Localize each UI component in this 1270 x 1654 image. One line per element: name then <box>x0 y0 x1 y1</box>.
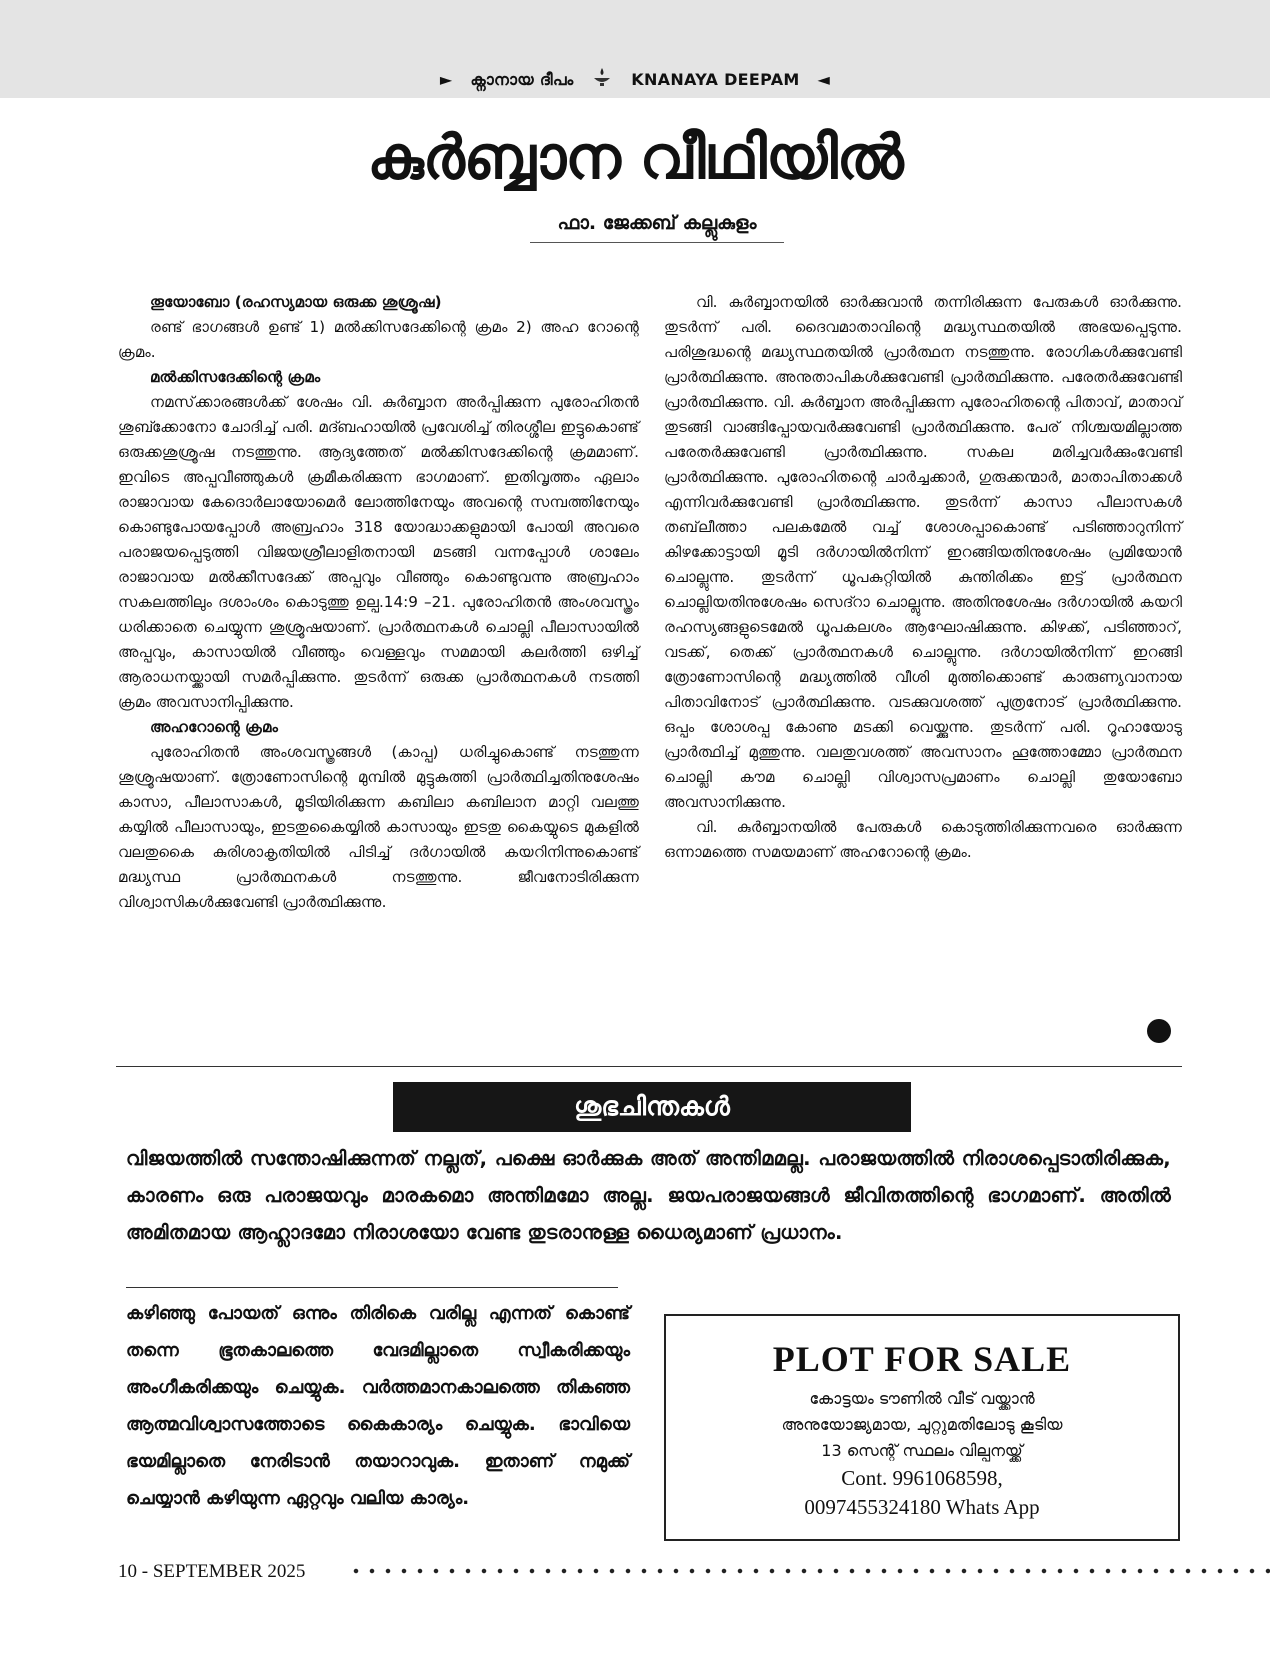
ad-contact: Cont. 9961068598, <box>841 1466 1003 1490</box>
divider <box>126 1287 618 1288</box>
good-thought-quote-2: കഴിഞ്ഞു പോയത് ഒന്നും തിരികെ വരില്ല എന്നത് കൊണ്ട് തന്നെ ഭൂതകാലത്തെ വേദമില്ലാതെ സ്വീകരിക്കയും അംഗീകരിക്കയും ചെയ്യുക. വർത്തമാനകാലത്തെ തികഞ്ഞ ആത്മവിശ്വാസത്തോടെ കൈകാര്യം ചെയ്യുക. ഭാവിയെ ഭയമില്ലാതെ നേരിടാൻ തയാറാവുക. ഇതാണ് നമുക്ക് ചെയ്യാൻ കഴിയുന്ന ഏറ്റവും വലിയ കാര്യം. <box>126 1303 630 1509</box>
masthead <box>0 66 1270 93</box>
article-author: ഫാ. ജേക്കബ് കല്ലുകുളം <box>530 212 784 243</box>
article-title: കുർബ്ബാന വീഥിയിൽ <box>367 123 903 193</box>
end-mark-icon <box>1147 1019 1171 1043</box>
dotted-leader <box>348 1566 1270 1576</box>
right-marker-icon: ◄ <box>817 70 831 89</box>
masthead-english: KNANAYA DEEPAM <box>631 70 800 89</box>
left-marker-icon: ► <box>439 70 453 89</box>
section-heading: മൽക്കിസദേക്കിന്റെ ക്രമം <box>150 368 321 386</box>
lamp-icon <box>591 66 613 93</box>
good-thought-quote-1: വിജയത്തിൽ സന്തോഷിക്കുന്നത് നല്ലത്, പക്ഷെ ഓർക്കുക അത് അന്തിമമല്ല. പരാജയത്തിൽ നിരാശപ്പെടാതിരിക്കുക, കാരണം ഒരു പരാജയവും മാരകമൊ അന്തിമമോ അല്ല. ജയപരാജയങ്ങൾ ജീവിതത്തിന്റെ ഭാഗമാണ്. അതിൽ അമിതമായ ആഹ്ലാദമോ നിരാശയോ വേണ്ട തുടരാനുള്ള ധൈര്യമാണ് പ്രധാനം. <box>126 1147 1171 1244</box>
ad-title: PLOT FOR SALE <box>772 1339 1072 1379</box>
paragraph: വി. കുർബ്ബാനയിൽ പേരുകൾ കൊടുത്തിരിക്കുന്നവരെ ഓർക്കുന്ന ഒന്നാമത്തെ സമയമാണ് അഹറോന്റെ ക്രമം. <box>664 818 1182 861</box>
plot-sale-ad <box>664 1314 1180 1541</box>
good-thoughts-heading: ശുഭചിന്തകൾ <box>393 1082 911 1132</box>
left-column <box>118 290 639 915</box>
masthead-malayalam: ക്നാനായ ദീപം <box>470 69 574 89</box>
paragraph: പുരോഹിതൻ അംശവസ്ത്രങ്ങൾ (കാപ്പ) ധരിച്ചുകൊണ്ട് നടത്തുന്ന ശുശ്രൂഷയാണ്. ത്രോണോസിന്റെ മുമ്പിൽ മുട്ടുകുത്തി പ്രാർത്ഥിച്ചതിനുശേഷം കാസാ, പീലാസാകൾ, മൂടിയിരിക്കുന്ന കബിലാ കബിലാന മാറ്റി വലത്തു കയ്യിൽ പീലാസായും, ഇടതുകൈയ്യിൽ കാസായും ഇടതു കൈയ്യുടെ മുകളിൽ വലതുകൈ കുരിശാകൃതിയിൽ പിടിച്ച് ദർഗായിൽ കയറിനിന്നുകൊണ്ട് മദ്ധ്യസ്ഥ പ്രാർത്ഥനകൾ നടത്തുന്നു. ജീവനോടിരിക്കുന്ന വിശ്വാസികൾക്കുവേണ്ടി പ്രാർത്ഥിക്കുന്നു. <box>118 743 639 911</box>
ad-line: കോട്ടയം ടൗണിൽ വീട് വയ്ക്കാൻ <box>809 1389 1035 1408</box>
section-heading: തൂയോബോ (രഹസ്യമായ ഒരുക്ക ശുശ്രൂഷ) <box>150 293 442 311</box>
ad-line: 13 സെന്റ് സ്ഥലം വില്പനയ്ക്ക് <box>821 1441 1023 1460</box>
paragraph: നമസ്‌ക്കാരങ്ങൾക്ക് ശേഷം വി. കുർബ്ബാന അർപ്പിക്കുന്ന പുരോഹിതൻ ശുബ്ക്കോനോ ചോദിച്ച് പരി. മദ്ബഹായിൽ പ്രവേശിച്ച് തിരശ്ശീല ഇട്ടുകൊണ്ട് ഒരുക്കശുശ്രൂഷ നടത്തുന്നു. ആദ്യത്തേത് മൽക്കിസദേക്കിന്റെ ക്രമമാണ്. ഇവിടെ അപ്പവീഞ്ഞുകൾ ക്രമീകരിക്കുന്ന ഭാഗമാണ്. ഇതിവൃത്തം ഏലാം രാജാവായ കേദൊർലായോമെർ ലോത്തിനേയും അവന്റെ സമ്പത്തിനേയും കൊണ്ടുപോയപ്പോൾ അബ്രഹാം 318 യോദ്ധാക്കളുമായി പോയി അവരെ പരാജയപ്പെടുത്തി വിജയശ്രീലാളിതനായി മടങ്ങി വന്നപ്പോൾ ശാലേം രാജാവായ മൽക്കീസദേക്ക് അപ്പവും വീഞ്ഞും കൊണ്ടുവന്നു അബ്രഹാം സകലത്തിലും ദശാംശം കൊടുത്തു ഉല്പ.14:9 –21. പുരോഹിതൻ അംശവസ്ത്രം ധരിക്കാതെ ചെയ്യുന്ന ശുശ്രൂഷയാണ്. പ്രാർത്ഥനകൾ ചൊല്ലി പീലാസായിൽ അപ്പവും, കാസായിൽ വീഞ്ഞും വെള്ളവും സമമായി കലർത്തി ഒഴിച്ച് ആരാധനയ്ക്കായി സമർപ്പിക്കുന്നു. തുടർന്ന് ഒരുക്ക പ്രാർത്ഥനകൾ നടത്തി ക്രമം അവസാനിപ്പിക്കുന്നു. <box>118 393 639 711</box>
divider <box>116 1066 1182 1067</box>
paragraph: വി. കുർബ്ബാനയിൽ ഓർക്കുവാൻ തന്നിരിക്കുന്ന പേരുകൾ ഓർക്കുന്നു. തുടർന്ന് പരി. ദൈവമാതാവിന്റെ മദ്ധ്യസ്ഥതയിൽ അഭയപ്പെടുന്നു. പരിശുദ്ധന്റെ മദ്ധ്യസ്ഥതയിൽ പ്രാർത്ഥന നടത്തുന്നു. രോഗികൾക്കുവേണ്ടി പ്രാർത്ഥിക്കുന്നു. അനുതാപികൾക്കുവേണ്ടി പ്രാർത്ഥിക്കുന്നു. പരേതർക്കുവേണ്ടി പ്രാർത്ഥിക്കുന്നു. വി. കുർബ്ബാന അർപ്പിക്കുന്ന പുരോഹിതന്റെ പിതാവ്, മാതാവ് തുടങ്ങി വാങ്ങിപ്പോയവർക്കുവേണ്ടി പ്രാർത്ഥിക്കുന്നു. പേര് നിശ്ചയമില്ലാത്ത പരേതർക്കുവേണ്ടി പ്രാർത്ഥിക്കുന്നു. സകല മരിച്ചവർക്കുംവേണ്ടി പ്രാർത്ഥിക്കുന്നു. പുരോഹിതന്റെ ചാർച്ചക്കാർ, ഗുരുക്കന്മാർ, മാതാപിതാക്കൾ എന്നിവർക്കുവേണ്ടി പ്രാർത്ഥിക്കുന്നു. തുടർന്ന് കാസാ പീലാസകൾ തബ്‌ലീത്താ പലകമേൽ വച്ച് ശോശപ്പാകൊണ്ട് പടിഞ്ഞാറുനിന്ന് കിഴക്കോട്ടായി മൂടി ദർഗായിൽനിന്ന് ഇറങ്ങിയതിനുശേഷം പ്രമിയോൻ ചൊല്ലുന്നു. തുടർന്ന് ധൂപകുറ്റിയിൽ കുന്തിരിക്കം ഇട്ട് പ്രാർത്ഥന ചൊല്ലിയതിനുശേഷം സെദ്റാ ചൊല്ലുന്നു. അതിനുശേഷം ദർഗായിൽ കയറി രഹസ്യങ്ങളുടെമേൽ ധൂപകലശം ആഘോഷിക്കുന്നു. കിഴക്ക്, പടിഞ്ഞാറ്, വടക്ക്, തെക്ക് പ്രാർത്ഥനകൾ ചൊല്ലുന്നു. ദർഗായിൽനിന്ന് ഇറങ്ങി ത്രോണോസിന്റെ മദ്ധ്യത്തിൽ വീശി മുത്തിക്കൊണ്ട് കാരുണ്യവാനായ പിതാവിനോട് പ്രാർത്ഥിക്കുന്നു. വടക്കുവശത്ത് പുത്രനോട് പ്രാർത്ഥിക്കുന്നു. ഒപ്പം ശോശപ്പ കോണു മടക്കി വെയ്ക്കുന്നു. തുടർന്ന് പരി. റൂഹായോടു പ്രാർത്ഥിച്ച് മുത്തുന്നു. വലതുവശത്ത് അവസാനം ഹൂത്തോമ്മോ പ്രാർത്ഥന ചൊല്ലി കൗമ ചൊല്ലി വിശ്വാസപ്രമാണം ചൊല്ലി തുയോബോ അവസാനിക്കുന്നു. <box>664 293 1182 811</box>
section-heading: അഹറോന്റെ ക്രമം <box>150 718 278 736</box>
ad-contact: 0097455324180 Whats App <box>804 1495 1040 1519</box>
paragraph: രണ്ട് ഭാഗങ്ങൾ ഉണ്ട് 1) മൽക്കിസദേക്കിന്റെ ക്രമം 2) അഹ റോന്റെ ക്രമം. <box>118 318 639 361</box>
right-column <box>664 290 1182 865</box>
page-footer: 10 - SEPTEMBER 2025 <box>118 1561 306 1582</box>
ad-line: അനുയോജ്യമായ, ചുറ്റുമതിലോടു കൂടിയ <box>781 1415 1063 1434</box>
